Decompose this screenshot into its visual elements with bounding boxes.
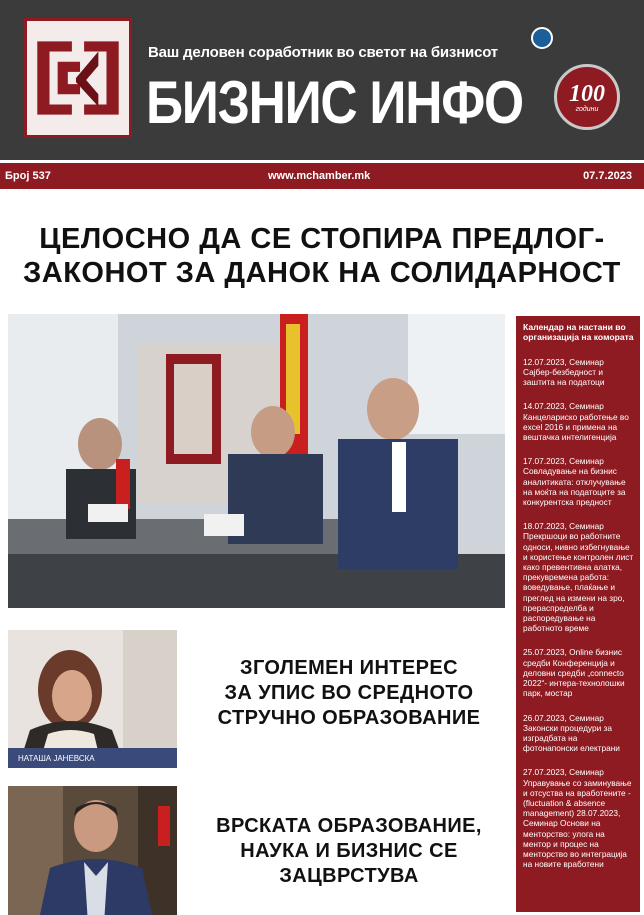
article-title-line: ЗАЦВРСТУВА: [279, 865, 419, 887]
events-calendar-title: Календар на настани во организација на комората: [523, 322, 634, 343]
event-item[interactable]: 14.07.2023, Семинар Канцелариско работење во excel 2016 и примена на вештачка интелигенција: [523, 401, 629, 443]
article-thumbnail-education[interactable]: [8, 630, 177, 768]
article-thumbnail-image: [8, 786, 177, 915]
anniversary-badge: [554, 64, 620, 130]
thumbnail-caption: НАТАША ЈАНЕВСКА: [18, 754, 95, 763]
article-title-line: ЗГОЛЕМЕН ИНТЕРЕС: [240, 657, 458, 679]
issue-number: Број 537: [5, 170, 51, 182]
lead-headline-line: ЦЕЛОСНО ДА СЕ СТОПИРА ПРЕДЛОГ-: [39, 223, 605, 255]
issue-date: 07.7.2023: [583, 170, 632, 182]
lead-headline-line: ЗАКОНОТ ЗА ДАНОК НА СОЛИДАРНОСТ: [23, 257, 621, 289]
lead-photo[interactable]: [8, 314, 505, 608]
events-calendar-sidebar: [516, 316, 640, 912]
lead-headline[interactable]: [0, 222, 644, 290]
masthead-tagline: Ваш деловен соработник во светот на бизнисот: [148, 44, 498, 61]
lead-photo-image: [8, 314, 505, 608]
article-title-education[interactable]: [196, 656, 502, 731]
event-item[interactable]: 18.07.2023, Семинар Прекршоци во работните односи, нивно избегнување и користење контролен лист како превентивна алатка, прекувремена работа: воведување, плаќање и преглед на измени на зро, прераспределба и распоредување на работното време: [523, 521, 634, 634]
issue-info-bar: [0, 163, 644, 189]
article-title-science-business[interactable]: [196, 814, 502, 889]
masthead-title: БИЗНИС ИНФО: [146, 69, 523, 136]
chamber-logo-mark: [27, 21, 129, 135]
event-item[interactable]: 27.07.2023, Семинар Управување со заминување и отсуства на вработените -(fluctuation & absence management) 28.07.2023, Семинар Основи на менторство: улога на ментор и процес на менторство во интеграција на новите вработени: [523, 767, 632, 870]
event-item[interactable]: 12.07.2023, Семинар Сајбер-безбедност и заштита на податоци: [523, 356, 605, 388]
article-title-line: НАУКА И БИЗНИС СЕ: [240, 840, 458, 862]
anniversary-number: 100: [569, 80, 605, 107]
anniversary-caption: години: [575, 105, 599, 113]
article-title-line: ЗА УПИС ВО СРЕДНОТО: [224, 682, 474, 704]
article-thumbnail-science-business[interactable]: [8, 786, 177, 915]
masthead: [0, 0, 644, 160]
article-title-line: ВРСКАТА ОБРАЗОВАНИЕ,: [216, 815, 482, 837]
quality-seal-icon: [531, 27, 553, 49]
chamber-logo: [24, 18, 132, 138]
event-item[interactable]: 17.07.2023, Семинар Совладување на бизнис аналитиката: отклучување на моќта на податоците за конкурентска предност: [523, 456, 626, 508]
article-title-line: СТРУЧНО ОБРАЗОВАНИЕ: [217, 707, 481, 729]
event-item[interactable]: 25.07.2023, Online бизнис средби Конференција и деловни средби „connecto 2022“- интера-технолошки парк, мостар: [523, 647, 625, 699]
website-link[interactable]: www.mchamber.mk: [268, 170, 371, 182]
event-item[interactable]: 26.07.2023, Семинар Законски процедури за изградбата на фотонапонски електрани: [523, 712, 620, 754]
article-thumbnail-image: [8, 630, 177, 768]
